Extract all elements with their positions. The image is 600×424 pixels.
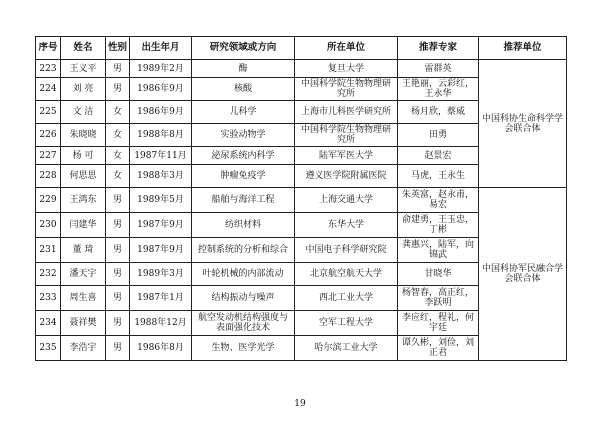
cell-name: 刘 亮 [61, 78, 106, 101]
cell-birth: 1988年12月 [130, 311, 192, 336]
cell-field: 酶 [192, 60, 295, 78]
cell-experts: 李应红，程礼，何宇廷 [398, 311, 479, 336]
cell-field: 儿科学 [192, 101, 295, 124]
cell-recommending-unit: 中国科协军民融合学会联合体 [479, 188, 567, 361]
cell-field: 结构振动与噪声 [192, 286, 295, 311]
cell-field: 肿瘤免疫学 [192, 165, 295, 188]
cell-field: 实验动物学 [192, 124, 295, 147]
cell-experts: 马虎，王永生 [398, 165, 479, 188]
cell-unit: 北京航空航天大学 [295, 263, 398, 286]
cell-field: 泌尿系统内科学 [192, 147, 295, 165]
cell-experts: 谭久彬，刘俭，刘正君 [398, 336, 479, 361]
cell-name: 聂祥樊 [61, 311, 106, 336]
cell-birth: 1987年9月 [130, 238, 192, 263]
cell-name: 董 琦 [61, 238, 106, 263]
cell-no: 223 [36, 60, 61, 78]
cell-unit: 中国电子科学研究院 [295, 238, 398, 263]
cell-no: 233 [36, 286, 61, 311]
header-birth: 出生年月 [130, 37, 192, 60]
cell-gender: 男 [106, 263, 130, 286]
cell-no: 227 [36, 147, 61, 165]
header-field: 研究领域或方向 [192, 37, 295, 60]
cell-unit: 哈尔滨工业大学 [295, 336, 398, 361]
cell-birth: 1986年8月 [130, 336, 192, 361]
cell-no: 231 [36, 238, 61, 263]
cell-no: 224 [36, 78, 61, 101]
header-experts: 推荐专家 [398, 37, 479, 60]
cell-experts: 朱英富，赵永甫，易宏 [398, 188, 479, 213]
table-header-row [36, 37, 567, 60]
cell-birth: 1987年9月 [130, 213, 192, 238]
cell-name: 李浩宇 [61, 336, 106, 361]
cell-gender: 男 [106, 78, 130, 101]
cell-name: 朱晓晓 [61, 124, 106, 147]
cell-no: 234 [36, 311, 61, 336]
cell-gender: 女 [106, 165, 130, 188]
cell-name: 王鸿东 [61, 188, 106, 213]
cell-unit: 陆军军医大学 [295, 147, 398, 165]
cell-name: 杨 可 [61, 147, 106, 165]
page-number: 19 [294, 399, 306, 409]
cell-experts: 雷群英 [398, 60, 479, 78]
cell-experts: 甘晓华 [398, 263, 479, 286]
cell-unit: 上海市儿科医学研究所 [295, 101, 398, 124]
cell-no: 226 [36, 124, 61, 147]
cell-field: 纺织材料 [192, 213, 295, 238]
cell-birth: 1986年9月 [130, 78, 192, 101]
cell-unit: 复旦大学 [295, 60, 398, 78]
cell-experts: 赵景宏 [398, 147, 479, 165]
cell-birth: 1989年5月 [130, 188, 192, 213]
header-no: 序号 [36, 37, 61, 60]
cell-birth: 1989年2月 [130, 60, 192, 78]
cell-name: 王义平 [61, 60, 106, 78]
cell-experts: 田勇 [398, 124, 479, 147]
cell-gender: 男 [106, 60, 130, 78]
table-row [36, 188, 567, 213]
cell-gender: 男 [106, 213, 130, 238]
cell-no: 230 [36, 213, 61, 238]
cell-field: 核酸 [192, 78, 295, 101]
cell-gender: 男 [106, 188, 130, 213]
cell-birth: 1987年11月 [130, 147, 192, 165]
cell-no: 229 [36, 188, 61, 213]
cell-unit: 上海交通大学 [295, 188, 398, 213]
cell-birth: 1986年9月 [130, 101, 192, 124]
cell-experts: 杨智春，高正红，李跃明 [398, 286, 479, 311]
cell-name: 文 洁 [61, 101, 106, 124]
cell-no: 232 [36, 263, 61, 286]
cell-gender: 男 [106, 311, 130, 336]
cell-gender: 男 [106, 238, 130, 263]
cell-unit: 中国科学院生物物理研究所 [295, 124, 398, 147]
cell-experts: 俞建勇，王玉忠，丁彬 [398, 213, 479, 238]
cell-gender: 女 [106, 124, 130, 147]
cell-name: 周生喜 [61, 286, 106, 311]
cell-field: 生物、医学光学 [192, 336, 295, 361]
cell-no: 225 [36, 101, 61, 124]
cell-birth: 1987年1月 [130, 286, 192, 311]
cell-name: 何思思 [61, 165, 106, 188]
header-name: 姓名 [61, 37, 106, 60]
cell-name: 潘天宇 [61, 263, 106, 286]
cell-experts: 龚惠兴，陆军，向锦武 [398, 238, 479, 263]
recommendation-table [35, 36, 567, 361]
cell-gender: 男 [106, 286, 130, 311]
table-row [36, 60, 567, 78]
cell-unit: 西北工业大学 [295, 286, 398, 311]
cell-unit: 空军工程大学 [295, 311, 398, 336]
cell-no: 228 [36, 165, 61, 188]
cell-recommending-unit: 中国科协生命科学学会联合体 [479, 60, 567, 188]
cell-name: 闫建华 [61, 213, 106, 238]
header-gender: 性别 [106, 37, 130, 60]
cell-field: 航空发动机结构强度与表面强化技术 [192, 311, 295, 336]
cell-birth: 1988年8月 [130, 124, 192, 147]
cell-field: 船舶与海洋工程 [192, 188, 295, 213]
header-recommending-unit: 推荐单位 [479, 37, 567, 60]
cell-unit: 中国科学院生物物理研究所 [295, 78, 398, 101]
cell-gender: 男 [106, 336, 130, 361]
cell-field: 叶轮机械的内部流动 [192, 263, 295, 286]
cell-field: 控制系统的分析和综合 [192, 238, 295, 263]
cell-unit: 东华大学 [295, 213, 398, 238]
cell-gender: 女 [106, 147, 130, 165]
cell-experts: 杨月欣，蔡威 [398, 101, 479, 124]
cell-experts: 王艳丽，云彩红，王永华 [398, 78, 479, 101]
header-unit: 所在单位 [295, 37, 398, 60]
cell-no: 235 [36, 336, 61, 361]
cell-unit: 遵义医学院附属医院 [295, 165, 398, 188]
cell-birth: 1989年3月 [130, 263, 192, 286]
cell-gender: 女 [106, 101, 130, 124]
cell-birth: 1988年3月 [130, 165, 192, 188]
